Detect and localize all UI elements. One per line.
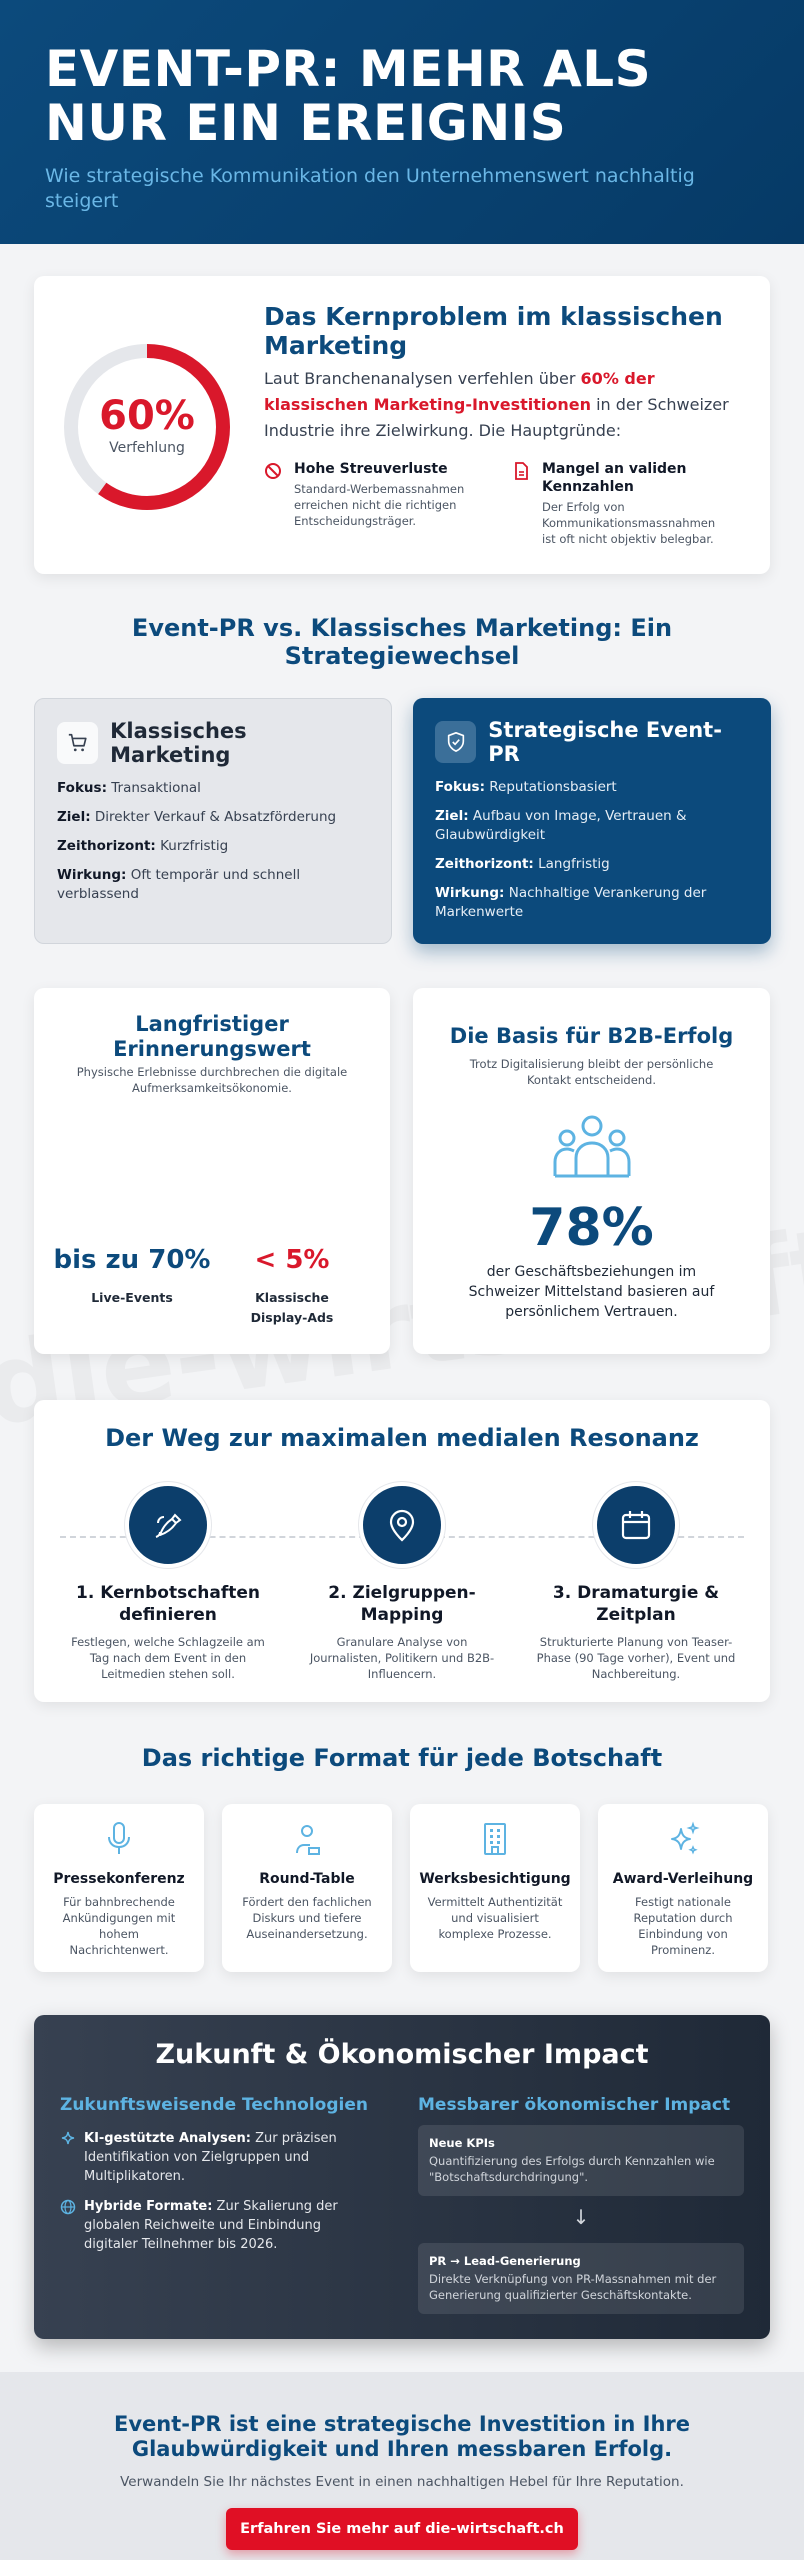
format-pressekonferenz [34,1804,204,1972]
tech-desc: Zur Skalierung der globalen Reichweite und Einbindung digitaler Teilnehmer bis 2026. [84,2199,338,2252]
kpi-text: Direkte Verknüpfung von PR-Massnahmen mit der Generierung qualifizierter Geschäftskontakte. [429,2272,717,2302]
b2b-card [413,988,770,1354]
tech-label: Hybride Formate: [84,2199,213,2214]
step-text: Festlegen, welche Schlagzeile am Tag nach dem Event in den Leitmedien stehen soll. [71,1635,265,1681]
memory-stat-live [52,1246,212,1308]
cart-icon [57,722,98,764]
row-value: Transaktional [111,780,201,796]
b2b-stat-text: der Geschäftsbeziehungen im Schweizer Mittelstand basieren auf persönlichem Vertrauen. [468,1264,715,1320]
event-row [435,884,749,922]
kpi-title: Neue KPIs [429,2136,495,2150]
problem-card [34,276,770,574]
microphone-icon [42,1820,196,1858]
row-value: Reputationsbasiert [489,779,617,795]
classic-title: Klassisches Marketing [110,719,247,767]
file-icon [512,462,530,480]
format-title: Pressekonferenz [53,1871,185,1887]
tech-item-ai [60,2129,360,2186]
memory-stat-display [212,1246,372,1328]
memory-subtitle: Physische Erlebnisse durchbrechen die digitale Aufmerksamkeitsökonomie. [76,1065,348,1095]
problem-text [264,366,744,444]
classic-row [57,866,369,904]
row-value: Aufbau von Image, Vertrauen & Glaubwürdigkeit [435,808,687,843]
row-label: Zeithorizont: [435,856,534,872]
b2b-title: Die Basis für B2B-Erfolg [449,1024,734,1048]
event-row [435,778,749,797]
impact-heading: Messbarer ökonomischer Impact [418,2095,731,2115]
problem-title: Das Kernproblem im klassischen Marketing [264,302,723,360]
sparkle-icon [60,2131,76,2147]
format-round-table [222,1804,392,1972]
row-label: Wirkung: [435,885,505,901]
issue-text: Standard-Werbemassnahmen erreichen nicht die richtigen Entscheidungsträger. [294,482,465,528]
problem-text-highlight: 60% der klassischen Marketing-Investitionen [264,369,655,414]
compare-heading: Event-PR vs. Klassisches Marketing: Ein Strategiewechsel [131,614,673,670]
process-step-3 [526,1482,746,1682]
future-title: Zukunft & Ökonomischer Impact [155,2039,649,2070]
tech-text [84,2129,360,2186]
discussion-icon [230,1820,384,1858]
memory-stat-value: < 5% [254,1245,330,1275]
row-value: Direkter Verkauf & Absatzförderung [94,809,337,825]
format-title: Round-Table [259,1871,355,1887]
event-row [435,855,749,874]
map-pin-icon [359,1482,445,1568]
classic-header [57,721,369,765]
arrow-down-icon: ↓ [572,2205,590,2229]
hero-header [0,0,804,244]
event-header [435,720,749,764]
format-text: Vermittelt Authentizität und visualisiert komplexe Prozesse. [427,1895,563,1941]
problem-text-end: in der Schweizer Industrie ihre Zielwirkung. Die Hauptgründe: [264,395,729,440]
calendar-icon [593,1482,679,1568]
pen-nib-icon [125,1482,211,1568]
row-label: Fokus: [57,780,107,796]
issue-streuverluste [264,460,484,529]
problem-text-start: Laut Branchenanalysen verfehlen über [264,369,581,388]
classic-marketing-card [34,698,392,944]
row-label: Zeithorizont: [57,838,156,854]
step-title: 1. Kernbotschaften definieren [76,1583,260,1625]
row-label: Ziel: [435,808,469,824]
format-text: Fördert den fachlichen Diskurs und tiefere Auseinandersetzung. [242,1895,372,1941]
memory-stat-value: bis zu 70% [53,1245,211,1275]
memory-card [34,988,390,1354]
tech-text [84,2197,360,2254]
row-value: Oft temporär und schnell verblassend [57,867,301,902]
process-title: Der Weg zur maximalen medialen Resonanz [105,1424,699,1452]
tech-label: KI-gestützte Analysen: [84,2131,252,2146]
tech-heading: Zukunftsweisende Technologien [60,2095,368,2115]
step-title: 2. Zielgruppen-Mapping [328,1583,476,1625]
row-value: Kurzfristig [160,838,229,854]
kpi-text: Quantifizierung des Erfolgs durch Kennzahlen wie "Botschaftsdurchdringung". [429,2154,715,2184]
step-text: Strukturierte Planung von Teaser-Phase (90 Tage vorher), Event und Nachbereitung. [536,1635,736,1681]
future-impact-card [34,2015,770,2339]
memory-stat-label: Klassische Display-Ads [250,1290,334,1325]
process-step-2 [292,1482,512,1682]
page-title: EVENT-PR: MEHR ALS NUR EIN EREIGNIS [45,40,652,152]
step-title: 3. Dramaturgie & Zeitplan [552,1583,720,1625]
issue-title: Hohe Streuverluste [294,461,448,477]
row-value: Nachhaltige Verankerung der Markenwerte [435,885,707,920]
process-card [34,1400,770,1702]
event-title: Strategische Event-PR [488,718,722,766]
memory-title: Langfristiger Erinnerungswert [113,1012,311,1061]
row-label: Wirkung: [57,867,127,883]
format-text: Für bahnbrechende Ankündigungen mit hohem Nachrichtenwert. [62,1895,176,1957]
building-icon [418,1820,572,1858]
kpi-box-neue-kpis [418,2125,744,2196]
page-subtitle: Wie strategische Kommunikation den Unternehmenswert nachhaltig steigert [45,165,695,212]
row-label: Ziel: [57,809,91,825]
b2b-subtitle: Trotz Digitalisierung bleibt der persönliche Kontakt entscheidend. [469,1057,714,1087]
issue-text: Der Erfolg von Kommunikationsmassnahmen ist oft nicht objektiv belegbar. [542,500,716,546]
b2b-stat-value: 78% [529,1198,654,1258]
cta-button[interactable]: Erfahren Sie mehr auf die-wirtschaft.ch [226,2508,578,2550]
format-award-verleihung [598,1804,768,1972]
people-group-icon [551,1114,633,1180]
classic-row [57,779,369,798]
classic-row [57,808,369,827]
footer-cta-section [0,2372,804,2560]
event-row [435,807,749,845]
shield-check-icon [435,721,476,763]
ban-icon [264,462,282,480]
sparkles-icon [606,1820,760,1858]
format-title: Werksbesichtigung [419,1871,571,1887]
issue-title: Mangel an validen Kennzahlen [542,461,687,495]
tech-item-hybrid [60,2197,360,2254]
process-step-1 [58,1482,278,1682]
step-text: Granulare Analyse von Journalisten, Politikern und B2B-Influencern. [309,1635,495,1681]
donut-value: 60% [99,393,195,439]
row-value: Langfristig [538,856,610,872]
row-label: Fokus: [435,779,485,795]
donut-caption: Verfehlung [109,440,185,456]
issue-kennzahlen [512,460,732,547]
tech-desc: Zur präzisen Identifikation von Zielgruppen und Multiplikatoren. [84,2131,337,2184]
event-pr-card [413,698,771,944]
footer-text: Verwandeln Sie Ihr nächstes Event in einen nachhaltigen Hebel für Ihre Reputation. [120,2474,684,2490]
format-title: Award-Verleihung [612,1871,754,1887]
kpi-box-lead-generierung [418,2243,744,2314]
footer-headline: Event-PR ist eine strategische Investition in Ihre Glaubwürdigkeit und Ihren messbaren Erfolg. [113,2412,691,2461]
kpi-title: PR → Lead-Generierung [429,2254,581,2268]
format-werksbesichtigung [410,1804,580,1972]
format-text: Festigt nationale Reputation durch Einbindung von Prominenz. [633,1895,733,1957]
classic-row [57,837,369,856]
donut-label [60,394,234,456]
formats-heading: Das richtige Format für jede Botschaft [141,1744,663,1772]
memory-stat-label: Live-Events [91,1290,173,1305]
globe-icon [60,2199,76,2215]
